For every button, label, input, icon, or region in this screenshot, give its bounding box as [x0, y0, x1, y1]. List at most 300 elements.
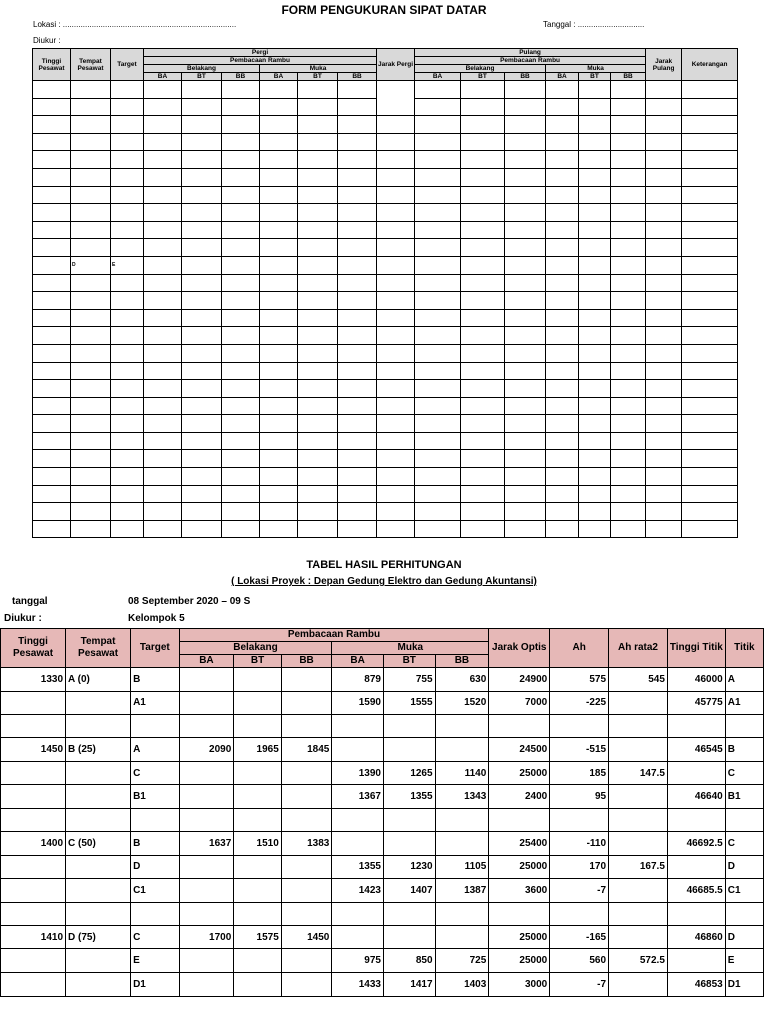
form-cell: [33, 309, 71, 327]
form-cell: [646, 221, 682, 239]
results-cell: [332, 808, 384, 831]
results-cell: [1, 715, 66, 738]
form-cell: [611, 432, 646, 450]
form-hdr-bb: BB: [611, 73, 646, 81]
results-cell: 1407: [383, 879, 435, 903]
form-cell: [222, 221, 260, 239]
form-row: [33, 327, 738, 345]
form-hdr-bb: BB: [338, 73, 377, 81]
form-row: [33, 133, 738, 151]
results-hdr-muka: Muka: [332, 642, 489, 655]
form-cell: [260, 327, 298, 345]
results-hdr-titik: Titik: [725, 629, 763, 668]
form-cell: [646, 116, 682, 134]
form-cell: [260, 503, 298, 521]
results-hdr-bt: BT: [383, 655, 435, 668]
form-cell: [579, 397, 611, 415]
form-cell: [260, 344, 298, 362]
form-cell: [646, 292, 682, 310]
results-cell: [609, 808, 668, 831]
results-cell: [1, 972, 66, 996]
form-cell: [505, 327, 546, 345]
results-cell: 1410: [1, 925, 66, 949]
form-cell: [111, 362, 144, 380]
form-cell: [579, 221, 611, 239]
form-cell: [260, 380, 298, 398]
form-cell: [611, 151, 646, 169]
results-cell: [179, 785, 234, 809]
results-hdr-tempat-pesawat: Tempat Pesawat: [66, 629, 131, 668]
form-cell: [461, 520, 505, 538]
form-cell: [377, 468, 415, 486]
results-hdr-tinggi-pesawat: Tinggi Pesawat: [1, 629, 66, 668]
form-cell: [579, 450, 611, 468]
results-cell: C: [725, 761, 763, 785]
form-cell: [33, 221, 71, 239]
results-cell: A: [131, 738, 180, 762]
form-cell: [461, 168, 505, 186]
form-cell: [298, 362, 338, 380]
form-cell: [611, 81, 646, 99]
form-cell: [682, 256, 738, 274]
form-cell: [33, 168, 71, 186]
form-diukur: Diukur :: [33, 36, 61, 45]
form-cell: [298, 221, 338, 239]
form-cell: [461, 81, 505, 99]
results-cell: 1510: [234, 831, 281, 855]
results-cell: 725: [435, 949, 489, 973]
results-cell: 1433: [332, 972, 384, 996]
form-cell: [646, 520, 682, 538]
form-cell: [546, 344, 579, 362]
form-hdr-pergi: Pergi: [144, 49, 377, 57]
results-cell: [609, 785, 668, 809]
form-cell: [182, 450, 222, 468]
results-cell: 1575: [234, 925, 281, 949]
form-cell: [682, 81, 738, 99]
form-row: [33, 450, 738, 468]
results-cell: [435, 925, 489, 949]
form-row: [33, 415, 738, 433]
form-cell: [144, 116, 182, 134]
form-cell: [144, 362, 182, 380]
results-cell: 185: [550, 761, 609, 785]
form-cell: [338, 116, 377, 134]
results-cell: [1, 855, 66, 879]
form-cell: [682, 186, 738, 204]
form-cell: [461, 204, 505, 222]
form-cell: [461, 432, 505, 450]
form-cell: [377, 151, 415, 169]
form-hdr-bt: BT: [579, 73, 611, 81]
form-cell: [338, 327, 377, 345]
form-cell: [505, 468, 546, 486]
results-cell: [179, 808, 234, 831]
form-cell: [505, 81, 546, 99]
form-cell: [611, 292, 646, 310]
form-cell: [260, 151, 298, 169]
form-cell: [298, 415, 338, 433]
results-cell: 1355: [383, 785, 435, 809]
form-cell: [546, 133, 579, 151]
form-cell: [377, 520, 415, 538]
form-cell: [298, 344, 338, 362]
results-cell: 1330: [1, 668, 66, 692]
form-cell: [415, 256, 461, 274]
results-cell: 1423: [332, 879, 384, 903]
form-cell: [222, 116, 260, 134]
form-cell: [144, 309, 182, 327]
form-cell: [546, 256, 579, 274]
results-tanggal-label: tanggal: [12, 596, 48, 607]
form-cell: [111, 503, 144, 521]
form-cell: [182, 274, 222, 292]
form-hdr-muka-pulang: Muka: [546, 65, 646, 73]
form-cell: [222, 362, 260, 380]
results-row: [1, 949, 764, 973]
form-cell: [111, 432, 144, 450]
form-cell: [377, 168, 415, 186]
form-cell: [338, 344, 377, 362]
form-cell: [144, 397, 182, 415]
results-cell: 572.5: [609, 949, 668, 973]
form-cell: [338, 380, 377, 398]
form-cell: [33, 485, 71, 503]
results-cell: [489, 715, 550, 738]
form-cell: [144, 151, 182, 169]
form-cell: [71, 520, 111, 538]
form-cell: [338, 432, 377, 450]
form-cell: [144, 503, 182, 521]
form-cell: [546, 204, 579, 222]
results-cell: -225: [550, 691, 609, 715]
form-cell: [71, 151, 111, 169]
form-cell: [33, 397, 71, 415]
form-cell: [338, 485, 377, 503]
results-cell: [234, 949, 281, 973]
results-cell: [281, 761, 332, 785]
form-cell: [377, 362, 415, 380]
form-cell: [260, 98, 298, 116]
results-cell: 1367: [332, 785, 384, 809]
form-hdr-ba: BA: [546, 73, 579, 81]
form-cell: [260, 81, 298, 99]
form-cell: [461, 468, 505, 486]
results-tanggal-value: 08 September 2020 – 09 S: [128, 596, 251, 607]
form-cell: [222, 81, 260, 99]
form-cell: [579, 274, 611, 292]
form-cell: [505, 344, 546, 362]
form-cell: [377, 485, 415, 503]
results-cell: B1: [131, 785, 180, 809]
form-cell: [646, 327, 682, 345]
form-cell: [546, 450, 579, 468]
form-cell: [461, 274, 505, 292]
form-hdr-pembacaan-pulang: Pembacaan Rambu: [415, 57, 646, 65]
form-cell: [111, 309, 144, 327]
form-cell: [111, 274, 144, 292]
results-cell: 1403: [435, 972, 489, 996]
form-cell: [579, 309, 611, 327]
form-cell: [682, 133, 738, 151]
form-cell: [611, 221, 646, 239]
form-cell: [646, 432, 682, 450]
results-cell: [435, 902, 489, 925]
form-cell: [182, 327, 222, 345]
form-cell: [33, 415, 71, 433]
form-cell: [461, 450, 505, 468]
results-cell: -515: [550, 738, 609, 762]
form-row: [33, 186, 738, 204]
results-cell: [281, 715, 332, 738]
results-cell: [383, 715, 435, 738]
form-cell: [415, 81, 461, 99]
form-cell: [338, 309, 377, 327]
form-cell: [71, 503, 111, 521]
form-row: [33, 116, 738, 134]
form-cell: [611, 468, 646, 486]
results-cell: C: [131, 925, 180, 949]
results-cell: 95: [550, 785, 609, 809]
form-cell: [646, 309, 682, 327]
results-cell: [66, 761, 131, 785]
form-cell: [646, 151, 682, 169]
form-cell: [611, 327, 646, 345]
form-cell: [377, 239, 415, 257]
results-cell: [550, 808, 609, 831]
form-cell: [111, 221, 144, 239]
form-cell: [505, 380, 546, 398]
form-cell: [505, 98, 546, 116]
results-cell: [131, 808, 180, 831]
form-cell: [611, 98, 646, 116]
form-cell: [222, 468, 260, 486]
form-cell: [377, 327, 415, 345]
form-tanggal: Tanggal : ..............................: [543, 20, 645, 29]
form-cell: [71, 292, 111, 310]
form-cell: [71, 432, 111, 450]
results-cell: 1343: [435, 785, 489, 809]
form-cell: [579, 520, 611, 538]
form-cell: [579, 81, 611, 99]
form-cell: [111, 485, 144, 503]
form-cell: [182, 432, 222, 450]
form-cell: [222, 133, 260, 151]
results-cell: [383, 902, 435, 925]
results-cell: [281, 902, 332, 925]
results-cell: 3000: [489, 972, 550, 996]
results-cell: 25000: [489, 925, 550, 949]
form-cell: [505, 133, 546, 151]
form-cell: [144, 186, 182, 204]
results-cell: E: [131, 949, 180, 973]
form-cell: [182, 81, 222, 99]
form-cell: [111, 116, 144, 134]
results-cell: [179, 949, 234, 973]
form-cell: [298, 168, 338, 186]
form-cell: [377, 256, 415, 274]
form-cell: [611, 256, 646, 274]
form-cell: [33, 503, 71, 521]
results-cell: [609, 831, 668, 855]
form-cell: [377, 116, 415, 134]
results-cell: [1, 761, 66, 785]
results-cell: [234, 668, 281, 692]
form-cell: [579, 344, 611, 362]
results-cell: 1390: [332, 761, 384, 785]
form-cell: [33, 81, 71, 99]
form-cell: [682, 239, 738, 257]
form-cell: [579, 432, 611, 450]
form-cell: [461, 292, 505, 310]
form-row: [33, 274, 738, 292]
results-cell: D1: [725, 972, 763, 996]
form-cell: [579, 503, 611, 521]
form-cell: [546, 116, 579, 134]
form-cell: [298, 239, 338, 257]
results-cell: [550, 902, 609, 925]
results-cell: [609, 925, 668, 949]
results-cell: [131, 715, 180, 738]
results-cell: B (25): [66, 738, 131, 762]
results-cell: 1417: [383, 972, 435, 996]
form-cell: [33, 204, 71, 222]
form-cell: [646, 344, 682, 362]
form-cell: [611, 186, 646, 204]
results-cell: [667, 761, 725, 785]
form-cell: [182, 221, 222, 239]
results-cell: [609, 879, 668, 903]
form-cell: [579, 204, 611, 222]
form-cell: [71, 168, 111, 186]
form-cell: [461, 239, 505, 257]
form-cell: [611, 309, 646, 327]
form-cell: [298, 151, 338, 169]
form-row: [33, 432, 738, 450]
form-cell: [415, 292, 461, 310]
form-cell: [111, 81, 144, 99]
form-cell: [377, 221, 415, 239]
form-cell: [546, 415, 579, 433]
form-hdr-target: Target: [111, 49, 144, 81]
form-cell: [415, 274, 461, 292]
form-cell: [338, 362, 377, 380]
form-cell: [222, 239, 260, 257]
results-spacer-row: [1, 808, 764, 831]
form-cell: [682, 327, 738, 345]
results-cell: 560: [550, 949, 609, 973]
results-cell: [725, 902, 763, 925]
form-cell: [260, 186, 298, 204]
form-cell: [415, 520, 461, 538]
results-cell: 25000: [489, 949, 550, 973]
results-cell: 3600: [489, 879, 550, 903]
form-cell: [111, 186, 144, 204]
form-cell: [260, 274, 298, 292]
form-cell: [71, 327, 111, 345]
results-cell: [66, 972, 131, 996]
form-cell: [222, 503, 260, 521]
results-hdr-ah-rata2: Ah rata2: [609, 629, 668, 668]
form-cell: [682, 151, 738, 169]
form-row: [33, 168, 738, 186]
form-row: [33, 362, 738, 380]
form-hdr-ba: BA: [260, 73, 298, 81]
form-cell: [377, 309, 415, 327]
form-hdr-tinggi-pesawat: Tinggi Pesawat: [33, 49, 71, 81]
form-cell: [182, 380, 222, 398]
form-cell: [415, 98, 461, 116]
form-cell: [611, 204, 646, 222]
form-hdr-belakang-pergi: Belakang: [144, 65, 260, 73]
form-cell: [415, 468, 461, 486]
form-cell: [71, 186, 111, 204]
results-cell: [179, 879, 234, 903]
form-cell: [461, 344, 505, 362]
form-cell: [461, 221, 505, 239]
form-cell: [505, 168, 546, 186]
form-cell: [505, 432, 546, 450]
form-cell: [505, 362, 546, 380]
form-cell: [611, 239, 646, 257]
form-cell: [222, 186, 260, 204]
form-cell: [338, 168, 377, 186]
form-cell: [377, 81, 415, 116]
results-cell: [281, 972, 332, 996]
form-cell: [71, 221, 111, 239]
results-cell: [179, 715, 234, 738]
form-cell: [611, 344, 646, 362]
results-cell: B1: [725, 785, 763, 809]
results-row: [1, 831, 764, 855]
results-hdr-bb: BB: [281, 655, 332, 668]
form-cell: [33, 292, 71, 310]
form-cell: [546, 485, 579, 503]
results-cell: [281, 879, 332, 903]
results-cell: 1400: [1, 831, 66, 855]
results-cell: 46853: [667, 972, 725, 996]
form-cell: [461, 485, 505, 503]
form-cell: [377, 415, 415, 433]
form-hdr-jarak-pergi: Jarak Pergi: [377, 49, 415, 81]
results-cell: 1520: [435, 691, 489, 715]
form-cell: [338, 221, 377, 239]
form-cell: [338, 81, 377, 99]
form-cell: [71, 485, 111, 503]
form-cell: [682, 415, 738, 433]
results-cell: 25400: [489, 831, 550, 855]
form-cell: [298, 520, 338, 538]
form-cell: [144, 432, 182, 450]
form-cell: [611, 362, 646, 380]
form-cell: [222, 415, 260, 433]
results-diukur-label: Diukur :: [4, 613, 42, 624]
results-diukur-value: Kelompok 5: [128, 613, 185, 624]
results-cell: [66, 808, 131, 831]
form-cell: [646, 168, 682, 186]
form-cell: [682, 380, 738, 398]
results-cell: -7: [550, 972, 609, 996]
form-cell: [646, 397, 682, 415]
form-cell: [646, 468, 682, 486]
results-cell: [725, 715, 763, 738]
form-cell: [579, 133, 611, 151]
form-cell: [579, 327, 611, 345]
form-cell: [71, 239, 111, 257]
results-cell: [332, 738, 384, 762]
form-cell: [111, 151, 144, 169]
results-cell: [234, 972, 281, 996]
